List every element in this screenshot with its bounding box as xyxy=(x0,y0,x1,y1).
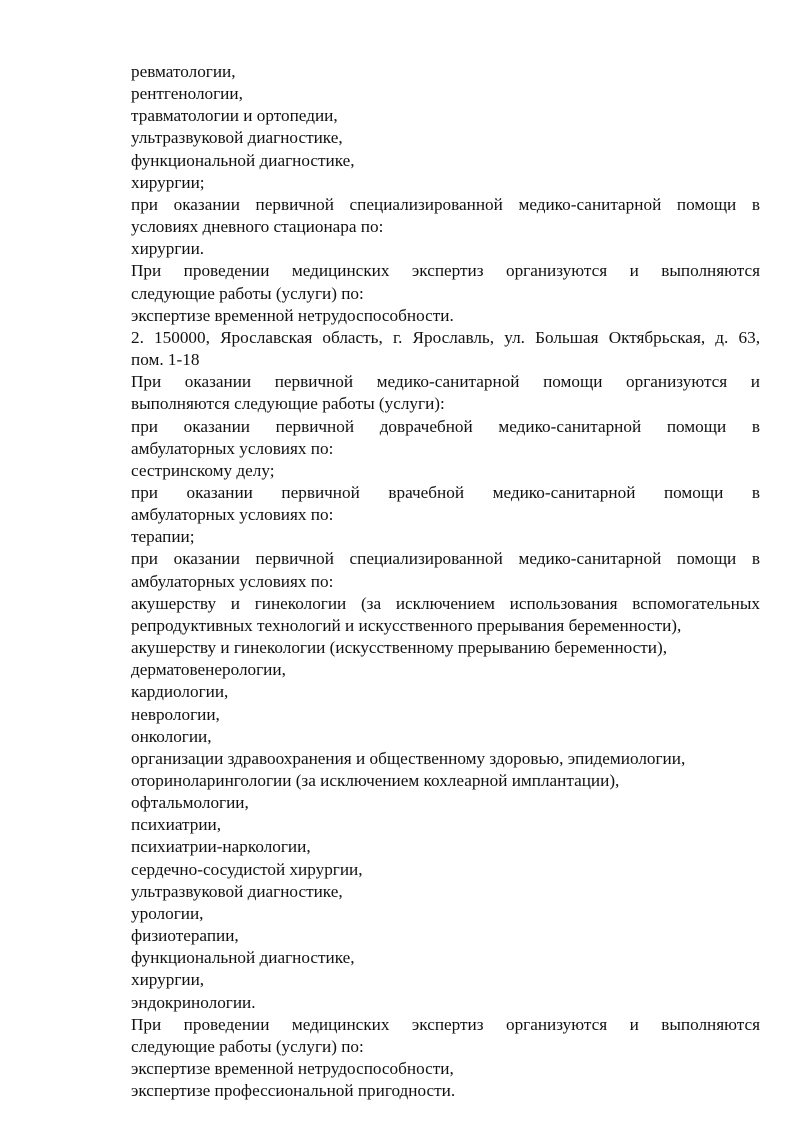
text-line: физиотерапии, xyxy=(131,926,239,946)
text-line: при оказании первичной специализированной медико-санитарной помощи в xyxy=(131,194,760,214)
text-line: 2. 150000, Ярославская область, г. Ярославль, ул. Большая Октябрьская, д. 63, xyxy=(131,327,760,347)
text-line: акушерству и гинекологии (искусственному прерыванию беременности), xyxy=(131,638,668,658)
text-line: неврологии, xyxy=(131,704,220,724)
text-line: при оказании первичной врачебной медико-санитарной помощи в xyxy=(131,482,760,502)
text-line: амбулаторных условиях по: xyxy=(131,438,334,458)
text-line: при оказании первичной специализированной медико-санитарной помощи в xyxy=(131,549,760,569)
text-line: онкологии, xyxy=(131,726,212,746)
text-line: экспертизе временной нетрудоспособности. xyxy=(131,305,454,325)
text-line: При проведении медицинских экспертиз организуются и выполняются xyxy=(131,1014,760,1034)
text-line: репродуктивных технологий и искусственного прерывания беременности), xyxy=(131,615,682,635)
text-line: ультразвуковой диагностике, xyxy=(131,881,343,901)
text-line: выполняются следующие работы (услуги): xyxy=(131,394,445,414)
text-line: хирургии, xyxy=(131,970,205,990)
text-line: урологии, xyxy=(131,903,204,923)
text-line: экспертизе профессиональной пригодности. xyxy=(131,1081,456,1101)
text-line: организации здравоохранения и общественному здоровью, эпидемиологии, xyxy=(131,748,686,768)
text-line: офтальмологии, xyxy=(131,793,249,813)
text-line: рентгенологии, xyxy=(131,84,243,104)
text-line: хирургии; xyxy=(131,172,205,192)
text-line: дерматовенерологии, xyxy=(131,660,286,680)
text-line: сестринскому делу; xyxy=(131,460,275,480)
text-line: травматологии и ортопедии, xyxy=(131,106,338,126)
text-line: следующие работы (услуги) по: xyxy=(131,1036,364,1056)
text-line: функциональной диагностике, xyxy=(131,150,355,170)
text-line: амбулаторных условиях по: xyxy=(131,505,334,525)
text-line: следующие работы (услуги) по: xyxy=(131,283,364,303)
text-line: психиатрии, xyxy=(131,815,222,835)
text-line: хирургии. xyxy=(131,239,205,259)
text-line: условиях дневного стационара по: xyxy=(131,217,384,237)
text-line: При проведении медицинских экспертиз организуются и выполняются xyxy=(131,261,760,281)
text-line: сердечно-сосудистой хирургии, xyxy=(131,859,363,879)
text-line: пом. 1-18 xyxy=(131,350,200,370)
text-line: амбулаторных условиях по: xyxy=(131,571,334,591)
text-line: ревматологии, xyxy=(131,62,236,81)
text-line: терапии; xyxy=(131,527,195,547)
text-line: кардиологии, xyxy=(131,682,229,702)
document-page xyxy=(131,61,760,1102)
text-line: психиатрии-наркологии, xyxy=(131,837,311,857)
text-line: функциональной диагностике, xyxy=(131,948,355,968)
text-line: При оказании первичной медико-санитарной помощи организуются и xyxy=(131,372,760,392)
text-line: ультразвуковой диагностике, xyxy=(131,128,343,148)
text-line: экспертизе временной нетрудоспособности, xyxy=(131,1059,454,1079)
text-line: оториноларингологии (за исключением кохлеарной имплантации), xyxy=(131,771,620,790)
text-line: акушерству и гинекологии (за исключением использования вспомогательных xyxy=(131,593,760,613)
text-line: эндокринологии. xyxy=(131,992,256,1012)
text-line: при оказании первичной доврачебной медико-санитарной помощи в xyxy=(131,416,760,436)
